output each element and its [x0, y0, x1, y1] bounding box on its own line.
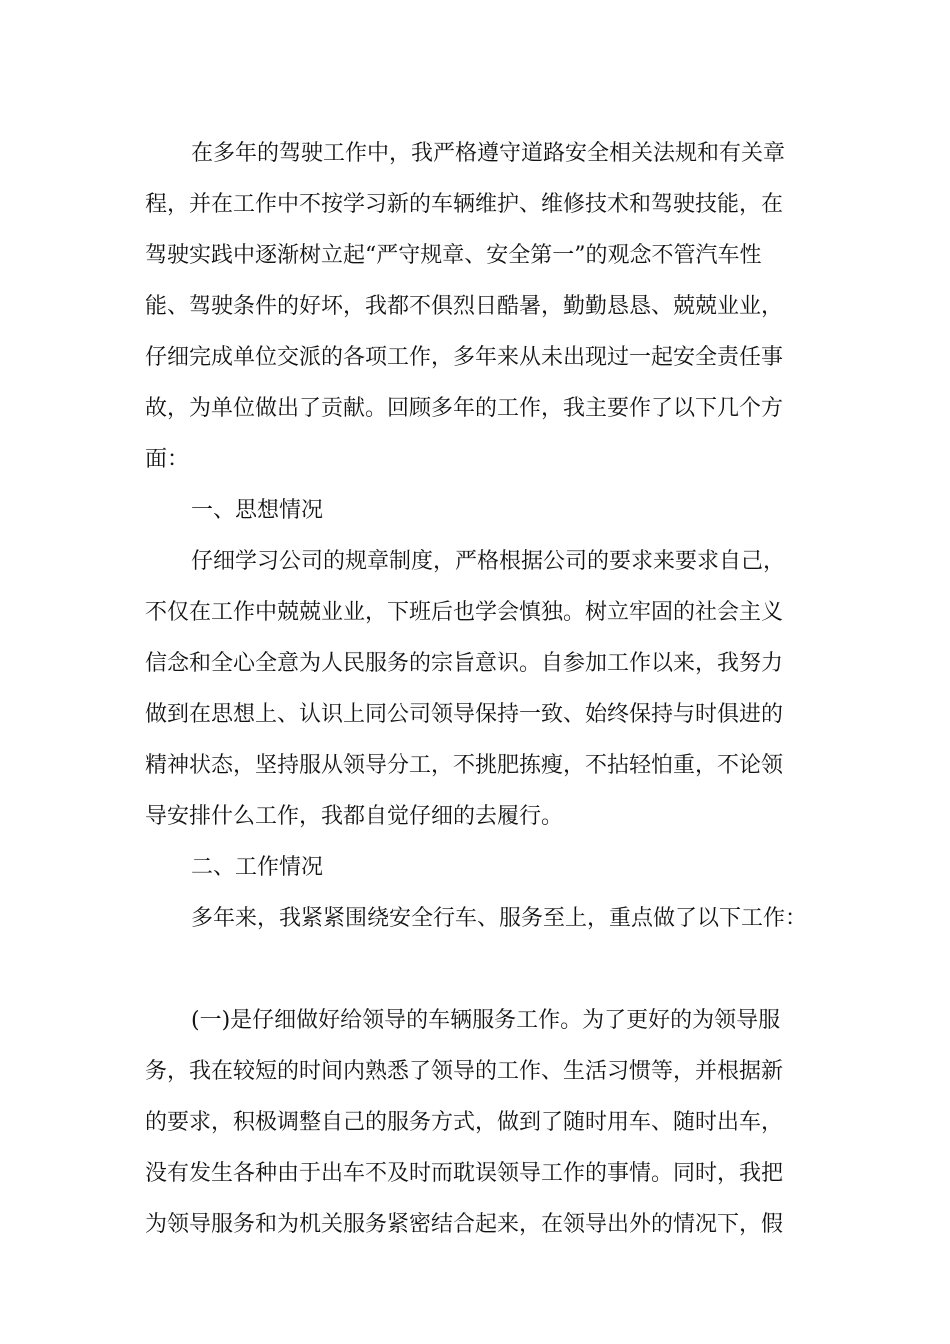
paragraph-thought-line-4: 做到在思想上、认识上同公司领导保持一致、始终保持与时俱进的	[145, 702, 784, 727]
paragraph-thought-line-1: 仔细学习公司的规章制度，严格根据公司的要求来要求自己，	[191, 549, 786, 574]
paragraph-service-line-2: 务，我在较短的时间内熟悉了领导的工作、生活习惯等，并根据新	[145, 1059, 784, 1084]
paragraph-intro-line-5: 仔细完成单位交派的各项工作，多年来从未出现过一起安全责任事	[145, 345, 784, 370]
document-body	[145, 128, 810, 1250]
paragraph-intro-line-2: 程，并在工作中不按学习新的车辆维护、维修技术和驾驶技能，在	[145, 192, 784, 217]
paragraph-service-line-1: (一)是仔细做好给领导的车辆服务工作。为了更好的为领导服	[191, 1008, 781, 1033]
paragraph-thought-line-6: 导安排什么工作，我都自觉仔细的去履行。	[145, 804, 564, 829]
paragraph-intro-line-1: 在多年的驾驶工作中，我严格遵守道路安全相关法规和有关章	[191, 141, 786, 166]
paragraph-intro-line-3: 驾驶实践中逐渐树立起“严守规章、安全第一”的观念不管汽车性	[145, 243, 762, 268]
paragraph-thought-line-5: 精神状态，坚持服从领导分工，不挑肥拣瘦，不拈轻怕重，不论领	[145, 753, 784, 778]
paragraph-service-line-5: 为领导服务和为机关服务紧密结合起来，在领导出外的情况下，假	[145, 1212, 784, 1237]
section-heading-thought: 一、思想情况	[191, 498, 324, 523]
paragraph-work-summary: 多年来，我紧紧围绕安全行车、服务至上，重点做了以下工作：	[191, 906, 808, 931]
paragraph-service-line-3: 的要求，积极调整自己的服务方式，做到了随时用车、随时出车，	[145, 1110, 784, 1135]
paragraph-service-line-4: 没有发生各种由于出车不及时而耽误领导工作的事情。同时，我把	[145, 1161, 784, 1186]
blank-line	[145, 944, 810, 995]
paragraph-intro-line-7: 面：	[145, 447, 190, 472]
section-heading-work: 二、工作情况	[191, 855, 324, 880]
paragraph-intro-line-4: 能、驾驶条件的好坏，我都不俱烈日酷暑，勤勤恳恳、兢兢业业，	[145, 294, 784, 319]
paragraph-thought-line-3: 信念和全心全意为人民服务的宗旨意识。自参加工作以来，我努力	[145, 651, 784, 676]
paragraph-intro-line-6: 故，为单位做出了贡献。回顾多年的工作，我主要作了以下几个方	[145, 396, 784, 421]
paragraph-thought-line-2: 不仅在工作中兢兢业业，下班后也学会慎独。树立牢固的社会主义	[145, 600, 784, 625]
